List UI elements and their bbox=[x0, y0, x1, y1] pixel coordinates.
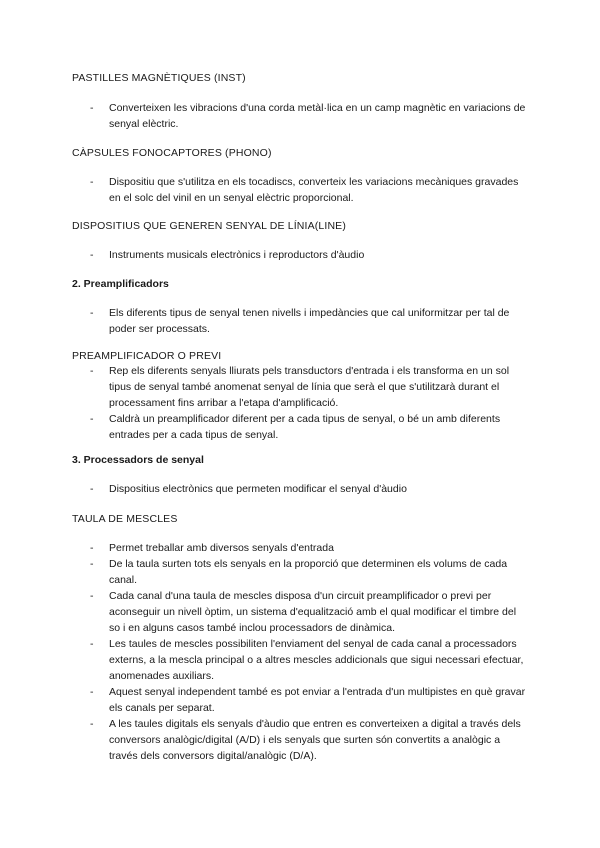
list-item: - Permet treballar amb diversos senyals d'entrada bbox=[88, 540, 528, 556]
bullet-list-capsules bbox=[88, 174, 528, 206]
section-heading-capsules: CÀPSULES FONOCAPTORES (PHONO) bbox=[72, 147, 272, 159]
section-heading-dispositius-linia: DISPOSITIUS QUE GENEREN SENYAL DE LÍNIA(LINE) bbox=[72, 220, 346, 232]
list-item: - Instruments musicals electrònics i reproductors d'àudio bbox=[88, 247, 528, 263]
bullet-list-taula-mescles bbox=[88, 540, 528, 764]
bullet-list-pastilles bbox=[88, 100, 528, 132]
list-item: - Converteixen les vibracions d'una corda metàl·lica en un camp magnètic en variacions de senyal elèctric. bbox=[88, 100, 528, 132]
bullet-list-dispositius-linia bbox=[88, 247, 528, 263]
list-item: - Les taules de mescles possibiliten l'enviament del senyal de cada canal a processadors externs, a la mescla principal o a altres mescles addicionals que sigui necessari efectuar, anomenades auxiliars. bbox=[88, 636, 528, 684]
section-heading-processadors: 3. Processadors de senyal bbox=[72, 454, 204, 466]
section-heading-pastilles: PASTILLES MAGNÈTIQUES (INST) bbox=[72, 72, 246, 84]
list-item: - Dispositius electrònics que permeten modificar el senyal d'àudio bbox=[88, 481, 528, 497]
list-item: - Els diferents tipus de senyal tenen nivells i impedàncies que cal uniformitzar per tal de poder ser processats. bbox=[88, 305, 528, 337]
list-item: - Rep els diferents senyals lliurats pels transductors d'entrada i els transforma en un sol tipus de senyal també anomenat senyal de línia que serà el que s'utilitzarà durant el processament fins arribar a l'etapa d'amplificació. bbox=[88, 363, 528, 411]
section-heading-preamplificador-previ: PREAMPLIFICADOR O PREVI bbox=[72, 350, 222, 362]
list-item: - Cada canal d'una taula de mescles disposa d'un circuit preamplificador o previ per aconseguir un nivell òptim, un sistema d'equalització amb el qual modificar el timbre del so i en alguns casos també inclou processadors de dinàmica. bbox=[88, 588, 528, 636]
section-heading-taula-mescles: TAULA DE MESCLES bbox=[72, 513, 178, 525]
bullet-list-processadors bbox=[88, 481, 528, 497]
list-item: - Aquest senyal independent també es pot enviar a l'entrada d'un multipistes en què gravar els canals per separat. bbox=[88, 684, 528, 716]
list-item: - Dispositiu que s'utilitza en els tocadiscs, converteix les variacions mecàniques gravades en el solc del vinil en un senyal elèctric proporcional. bbox=[88, 174, 528, 206]
section-heading-preamplificadors: 2. Preamplificadors bbox=[72, 278, 169, 290]
bullet-list-preamplificadors bbox=[88, 305, 528, 337]
bullet-list-preamplificador-previ bbox=[88, 363, 528, 443]
list-item: - De la taula surten tots els senyals en la proporció que determinen els volums de cada canal. bbox=[88, 556, 528, 588]
list-item: - Caldrà un preamplificador diferent per a cada tipus de senyal, o bé un amb diferents entrades per a cada tipus de senyal. bbox=[88, 411, 528, 443]
list-item: - A les taules digitals els senyals d'àudio que entren es converteixen a digital a través dels conversors analògic/digital (A/D) i els senyals que surten són convertits a analògic a través dels conversors digital/analògic (D/A). bbox=[88, 716, 528, 764]
